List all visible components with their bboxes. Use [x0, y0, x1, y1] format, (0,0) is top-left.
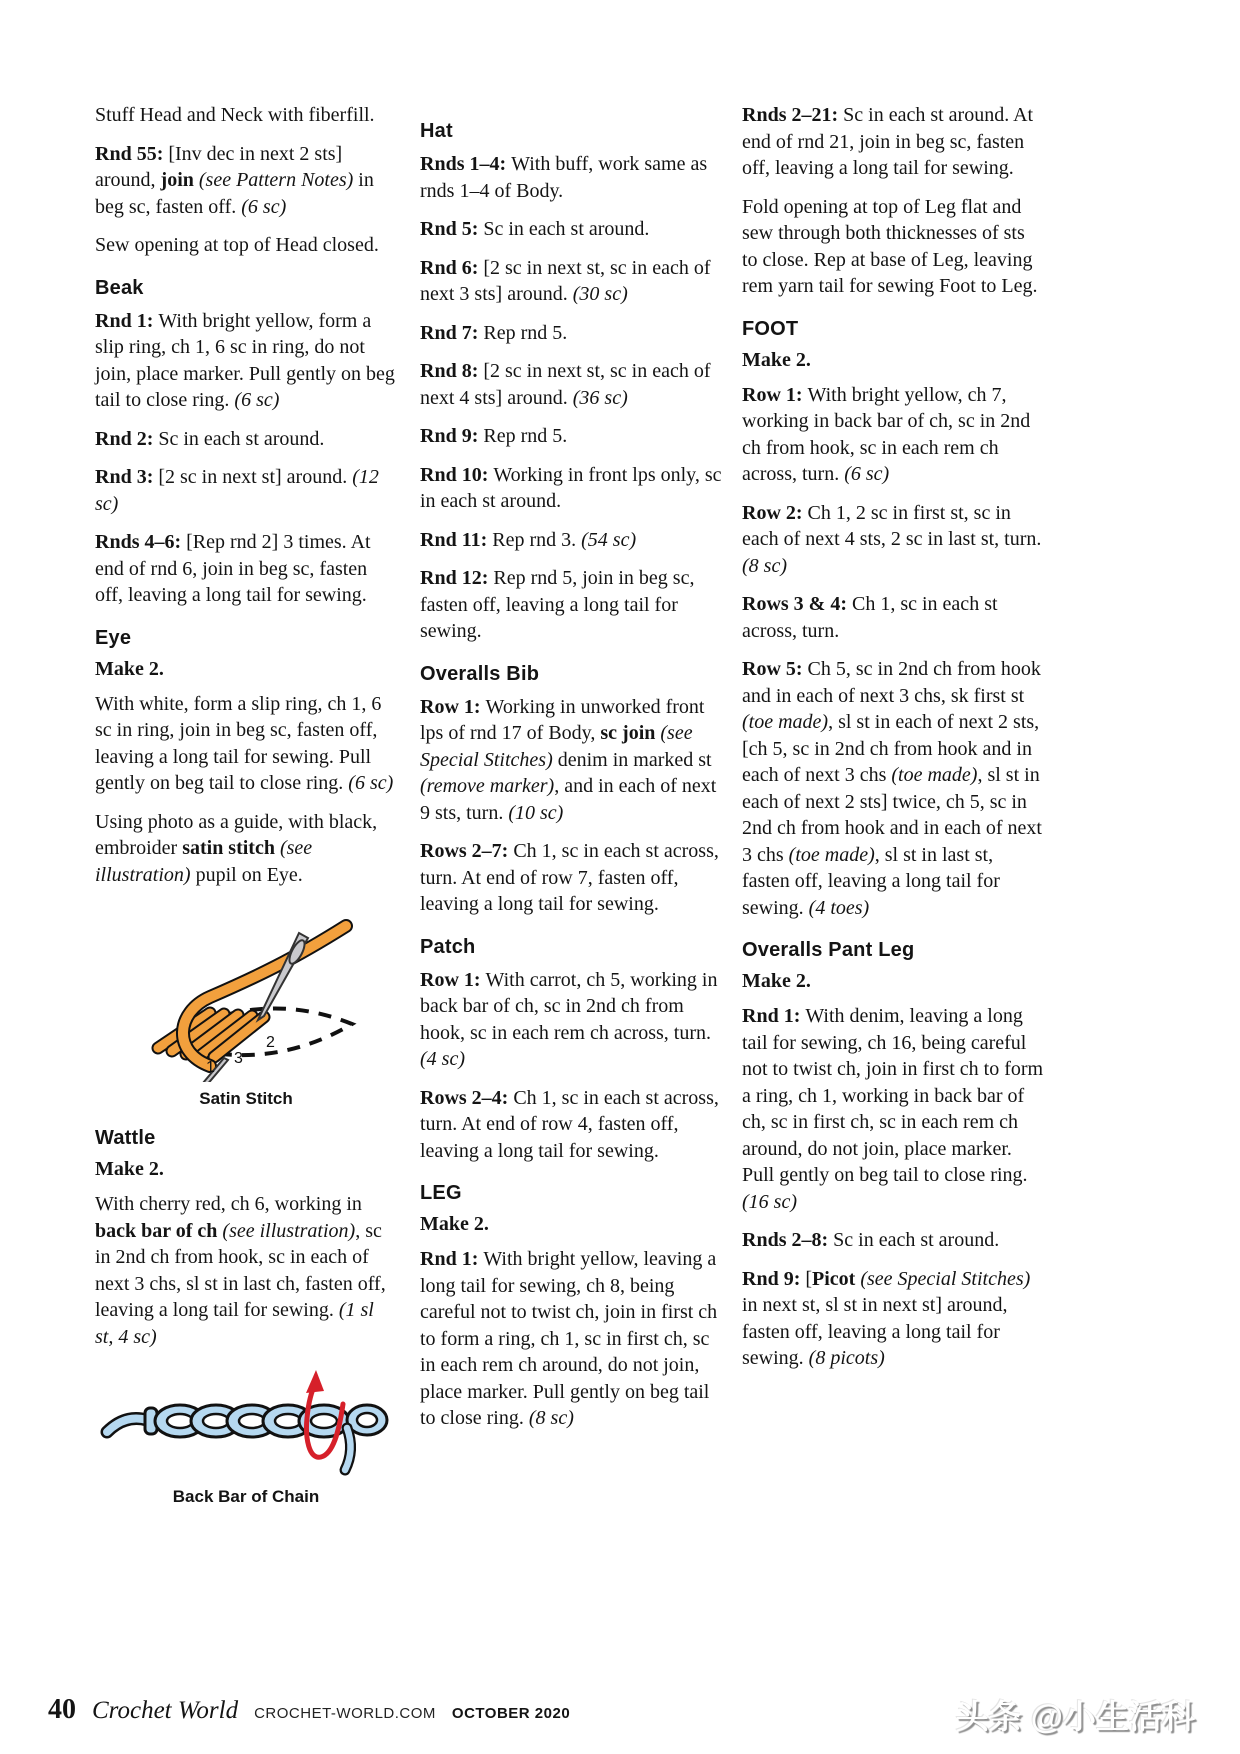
paragraph: Rnd 6: [2 sc in next st, sc in each of next 3 sts] around. (30 sc) [420, 256, 711, 305]
paragraph: Rnd 2: Sc in each st around. [95, 427, 325, 450]
back-bar-of-chain-illustration [95, 1362, 397, 1480]
paragraph: Row 1: With carrot, ch 5, working in back bar of ch, sc in 2nd ch from hook, sc in each rem ch across, turn. (4 sc) [420, 968, 718, 1070]
stitch-label-1: 1 [206, 1059, 215, 1076]
page-number: 40 [48, 1694, 76, 1725]
make-subheading: Make 2. [420, 1213, 489, 1235]
paragraph: Rnd 10: Working in front lps only, sc in each st around. [420, 463, 722, 512]
figure-caption: Satin Stitch [199, 1089, 293, 1108]
make-subheading: Make 2. [742, 970, 811, 992]
paragraph: Rnds 2–8: Sc in each st around. [742, 1229, 1000, 1251]
paragraph: Rows 2–4: Ch 1, sc in each st across, turn. At end of row 4, fasten off, leaving a long tail for sewing. [420, 1086, 719, 1162]
back-bar-of-chain-figure [95, 1362, 397, 1507]
magazine-website: CROCHET-WORLD.COM [254, 1705, 436, 1722]
make-subheading: Make 2. [95, 657, 164, 680]
section-heading: Overalls Pant Leg [742, 939, 915, 961]
text-column-1 [95, 102, 397, 1521]
section-heading: Wattle [95, 1127, 156, 1149]
paragraph: Rnd 9: Rep rnd 5. [420, 425, 568, 447]
paragraph: Row 2: Ch 1, 2 sc in first st, sc in each of next 4 sts, 2 sc in last st, turn. (8 sc) [742, 501, 1042, 577]
paragraph: Rnd 1: With bright yellow, form a slip ring, ch 1, 6 sc in ring, do not join, place marker. Pull gently on beg tail to close ring. (6 sc) [95, 309, 395, 411]
section-heading: Eye [95, 626, 132, 649]
satin-stitch-figure [95, 900, 397, 1109]
paragraph: Rnd 8: [2 sc in next st, sc in each of next 4 sts] around. (36 sc) [420, 360, 711, 409]
satin-stitch-strands [158, 1013, 264, 1057]
paragraph: Rnd 7: Rep rnd 5. [420, 321, 568, 344]
make-subheading: Make 2. [742, 348, 811, 371]
section-heading: Overalls Bib [420, 662, 540, 685]
chain-links [107, 1405, 387, 1470]
text-column-2 [420, 102, 722, 1444]
satin-stitch-illustration [106, 900, 386, 1082]
page-footer [48, 1694, 570, 1726]
paragraph: With white, form a slip ring, ch 1, 6 sc in ring, join in beg sc, fasten off, leaving a long tail for sewing. Pull gently on beg tail to close ring. (6 sc) [95, 692, 394, 794]
paragraph: Rnd 1: With bright yellow, leaving a long tail for sewing, ch 8, being careful not to twist ch, join in first ch to form a ring, ch 1, sc in first ch, sc in each rem ch around, do not join, place marker. Pull gently on beg tail to close ring. (8 sc) [420, 1248, 718, 1429]
section-heading: Hat [420, 120, 453, 142]
paragraph: Rnds 2–21: Sc in each st around. At end of rnd 21, join in beg sc, fasten off, leaving a long tail for sewing. [742, 104, 1034, 179]
paragraph: Rnds 4–6: [Rep rnd 2] 3 times. At end of rnd 6, join in beg sc, fasten off, leaving a long tail for sewing. [95, 531, 371, 606]
stitch-label-3: 3 [234, 1050, 243, 1067]
paragraph: Stuff Head and Neck with fiberfill. [95, 104, 375, 126]
paragraph: Rnd 5: Sc in each st around. [420, 218, 650, 240]
section-heading: LEG [420, 1182, 462, 1204]
paragraph: Rnd 11: Rep rnd 3. (54 sc) [420, 528, 637, 551]
paragraph: Row 1: Working in unworked front lps of rnd 17 of Body, sc join (see Special Stitches) denim in marked st (remove marker), and in each of next 9 sts, turn. (10 sc) [420, 695, 717, 824]
paragraph: Row 1: With bright yellow, ch 7, working in back bar of ch, sc in 2nd ch from hook, sc in each rem ch across, turn. (6 sc) [742, 383, 1031, 485]
paragraph: Rows 3 & 4: Ch 1, sc in each st across, turn. [742, 593, 998, 642]
paragraph: Rnd 9: [Picot (see Special Stitches) in next st, sl st in next st] around, fasten off, leaving a long tail for sewing. (8 picots) [742, 1267, 1031, 1369]
paragraph: Sew opening at top of Head closed. [95, 234, 379, 256]
issue-date: OCTOBER 2020 [451, 1705, 571, 1722]
paragraph: Rnd 3: [2 sc in next st] around. (12 sc) [95, 466, 379, 515]
paragraph: Using photo as a guide, with black, embroider satin stitch (see illustration) pupil on Eye. [95, 810, 378, 886]
paragraph: Rnds 1–4: With buff, work same as rnds 1–4 of Body. [420, 153, 708, 202]
paragraph: Row 5: Ch 5, sc in 2nd ch from hook and in each of next 3 chs, sk first st (toe made), sl st in each of next 2 sts, [ch 5, sc in 2nd ch from hook and in each of next 3 chs (toe made), sl st in each of next 2 sts] twice, ch 5, sc in 2nd ch from hook and in each of next 3 chs (toe made), sl st in last st, fasten off, leaving a long tail for sewing. (4 toes) [742, 658, 1042, 919]
stitch-label-2: 2 [266, 1034, 275, 1051]
paragraph: Rnd 55: [Inv dec in next 2 sts] around, join (see Pattern Notes) in beg sc, fasten off. (6 sc) [95, 142, 374, 218]
figure-caption: Back Bar of Chain [172, 1487, 320, 1506]
paragraph: Rnd 1: With denim, leaving a long tail for sewing, ch 16, being careful not to twist ch, join in first ch to form a ring, ch 1, working in back bar of ch, sc in first ch, sc in each rem ch around, do not join, place marker. Pull gently on beg tail to close ring. (16 sc) [742, 1005, 1044, 1213]
paragraph: With cherry red, ch 6, working in back bar of ch (see illustration), sc in 2nd ch from hook, sc in each of next 3 chs, sl st in last ch, fasten off, leaving a long tail for sewing. (1 sl st, 4 sc) [95, 1193, 386, 1348]
section-heading: FOOT [742, 317, 799, 340]
watermark: 头条 @小生活科 [955, 1698, 1195, 1735]
section-heading: Patch [420, 935, 476, 958]
make-subheading: Make 2. [95, 1158, 164, 1180]
paragraph: Rnd 12: Rep rnd 5, join in beg sc, fasten off, leaving a long tail for sewing. [420, 567, 695, 642]
magazine-title: Crochet World [92, 1697, 239, 1724]
paragraph: Fold opening at top of Leg flat and sew through both thicknesses of sts to close. Rep at base of Leg, leaving rem yarn tail for sewing Foot to Leg. [742, 195, 1038, 297]
text-column-3 [742, 102, 1044, 1384]
paragraph: Rows 2–7: Ch 1, sc in each st across, turn. At end of row 7, fasten off, leaving a long tail for sewing. [420, 840, 719, 915]
section-heading: Beak [95, 276, 144, 299]
